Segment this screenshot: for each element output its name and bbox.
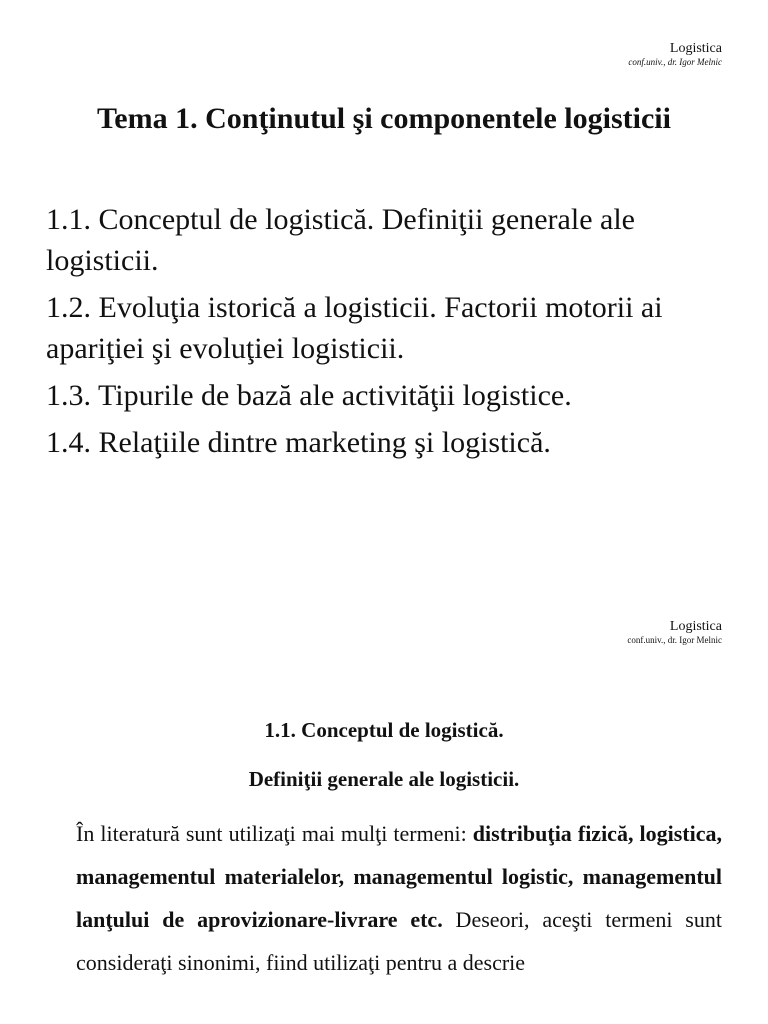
table-of-contents <box>46 199 726 469</box>
toc-item: 1.3. Tipurile de bază ale activităţii logistice. <box>46 379 572 412</box>
course-name: Logistica <box>669 41 722 56</box>
toc-item: 1.2. Evoluţia istorică a logisticii. Factorii motorii ai apariţiei şi evoluţiei logisticii. <box>46 291 663 365</box>
section-title: 1.1. Conceptul de logistică. <box>264 718 504 742</box>
paragraph-terms: distribuţia fizică, logistica, managementul materialelor, managementul logistic, managementul lanţului de aprovizionare-livrare etc. <box>76 821 722 932</box>
paragraph-intro: În literatură sunt utilizaţi mai mulţi termeni: <box>76 821 473 846</box>
body-paragraph <box>76 812 722 984</box>
slide-header <box>627 619 722 646</box>
slide-header <box>628 41 722 68</box>
course-name: Logistica <box>669 619 722 634</box>
author-name: conf.univ., dr. Igor Melnic <box>628 57 722 67</box>
toc-item: 1.4. Relaţiile dintre marketing şi logistică. <box>46 426 551 459</box>
slide-2 <box>0 512 768 1024</box>
section-subtitle: Definiţii generale ale logisticii. <box>248 767 520 791</box>
toc-item: 1.1. Conceptul de logistică. Definiţii generale ale logisticii. <box>46 203 635 277</box>
author-name: conf.univ., dr. Igor Melnic <box>627 635 722 645</box>
slide-title: Tema 1. Conţinutul şi componentele logisticii <box>97 102 671 135</box>
paragraph-rest: Deseori, aceşti termeni sunt consideraţi sinonimi, fiind utilizaţi pentru a descrie <box>76 907 722 975</box>
